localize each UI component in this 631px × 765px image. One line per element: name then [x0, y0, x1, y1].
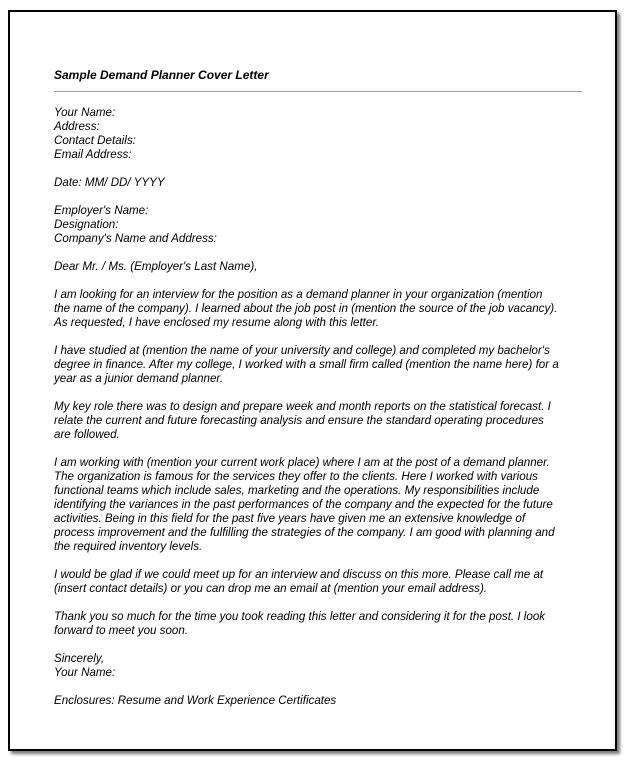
date-line: Date: MM/ DD/ YYYY	[54, 176, 165, 189]
sender-name-line: Your Name:	[54, 106, 116, 119]
title-divider	[54, 91, 582, 92]
paragraph-line: process improvement and the fulfilling the strategies of the company. I am good with planning and	[54, 526, 555, 539]
paragraph-6	[54, 610, 584, 638]
enclosures-block	[54, 694, 584, 708]
paragraph-line: (insert contact details) or you can drop me an email at (mention your email address).	[54, 582, 488, 595]
paragraph-line: functional teams which include sales, marketing and the operations. My responsibilities include	[54, 484, 540, 497]
paragraph-line: As requested, I have enclosed my resume along with this letter.	[54, 316, 380, 329]
signature-name-line: Your Name:	[54, 666, 116, 679]
letter-content	[54, 68, 584, 722]
paragraph-line: the name of the company). I learned about the job post in (mention the source of the job vacancy).	[54, 302, 558, 315]
paragraph-3	[54, 400, 584, 442]
sender-email-line: Email Address:	[54, 148, 132, 161]
paragraph-line: I have studied at (mention the name of your university and college) and completed my bachelor's	[54, 344, 550, 357]
paragraph-2	[54, 344, 584, 386]
company-address-line: Company's Name and Address:	[54, 232, 217, 245]
paragraph-line: the required inventory levels.	[54, 540, 203, 553]
paragraph-line: The organization is famous for the services they offer to the clients. Here I worked with various	[54, 470, 538, 483]
paragraph-line: I am looking for an interview for the position as a demand planner in your organization (mention	[54, 288, 543, 301]
paragraph-line: forward to meet you soon.	[54, 624, 189, 637]
sender-block	[54, 106, 584, 162]
paragraph-line: activities. Being in this field for the past five years have given me an extensive knowledge of	[54, 512, 526, 525]
paragraph-line: I am working with (mention your current work place) where I am at the post of a demand planner.	[54, 456, 550, 469]
salutation: Dear Mr. / Ms. (Employer's Last Name),	[54, 260, 258, 273]
paragraph-line: degree in finance. After my college, I worked with a small firm called (mention the name here) for a	[54, 358, 559, 371]
paragraph-line: relate the current and future forecasting analysis and ensure the standard operating procedures	[54, 414, 544, 427]
closing-line: Sincerely,	[54, 652, 105, 665]
paragraph-line: are followed.	[54, 428, 120, 441]
recipient-block	[54, 204, 584, 246]
salutation-block	[54, 260, 584, 274]
paragraph-1	[54, 288, 584, 330]
designation-line: Designation:	[54, 218, 119, 231]
closing-block	[54, 652, 584, 680]
paragraph-line: identifying the variances in the past performances of the company and the expected for the future	[54, 498, 553, 511]
paragraph-line: I would be glad if we could meet up for an interview and discuss on this more. Please call me at	[54, 568, 544, 581]
sender-contact-line: Contact Details:	[54, 134, 136, 147]
document-title: Sample Demand Planner Cover Letter	[54, 68, 269, 82]
paragraph-5	[54, 568, 584, 596]
employer-name-line: Employer's Name:	[54, 204, 149, 217]
enclosures-line: Enclosures: Resume and Work Experience Certificates	[54, 694, 337, 707]
paragraph-line: My key role there was to design and prepare week and month reports on the statistical forecast. I	[54, 400, 551, 413]
date-block	[54, 176, 584, 190]
sender-address-line: Address:	[54, 120, 100, 133]
document-page	[8, 10, 617, 751]
paragraph-line: year as a junior demand planner.	[54, 372, 224, 385]
paragraph-4	[54, 456, 584, 554]
paragraph-line: Thank you so much for the time you took reading this letter and considering it for the post. I look	[54, 610, 546, 623]
